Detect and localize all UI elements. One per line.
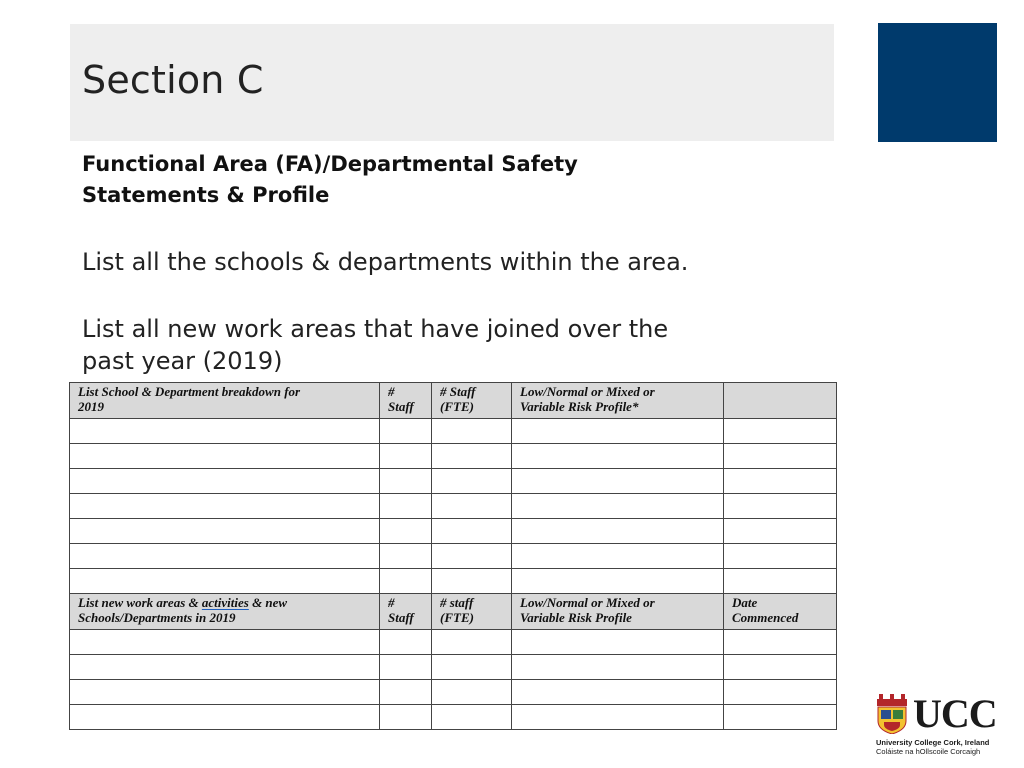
table-cell[interactable] xyxy=(432,419,512,444)
table-cell[interactable] xyxy=(432,469,512,494)
table-cell[interactable] xyxy=(512,705,724,730)
header-cell-date-commenced: Date Commenced xyxy=(724,594,837,630)
subheading-line-1: Functional Area (FA)/Departmental Safety xyxy=(82,152,578,176)
table-header-row xyxy=(70,383,837,419)
table-cell[interactable] xyxy=(70,444,380,469)
header-cell-school-breakdown: List School & Department breakdown for 2019 xyxy=(70,383,380,419)
table-cell[interactable] xyxy=(380,705,432,730)
table-cell[interactable] xyxy=(432,655,512,680)
table-row xyxy=(70,519,837,544)
header-cell-risk-profile-new: Low/Normal or Mixed or Variable Risk Profile xyxy=(512,594,724,630)
table-cell[interactable] xyxy=(380,469,432,494)
table-cell[interactable] xyxy=(380,544,432,569)
table-cell[interactable] xyxy=(432,519,512,544)
ucc-crest-icon xyxy=(876,694,908,734)
table-cell[interactable] xyxy=(70,469,380,494)
table-cell[interactable] xyxy=(512,655,724,680)
table-row xyxy=(70,444,837,469)
profile-table xyxy=(69,382,837,730)
table-cell[interactable] xyxy=(432,569,512,594)
table-cell[interactable] xyxy=(724,444,837,469)
table-cell[interactable] xyxy=(70,680,380,705)
table-cell[interactable] xyxy=(432,444,512,469)
header-cell-staff-new: # Staff xyxy=(380,594,432,630)
table-cell[interactable] xyxy=(380,444,432,469)
table-row xyxy=(70,544,837,569)
table-cell[interactable] xyxy=(70,569,380,594)
table-cell[interactable] xyxy=(70,544,380,569)
table-cell[interactable] xyxy=(70,705,380,730)
table-cell[interactable] xyxy=(70,655,380,680)
table-cell[interactable] xyxy=(724,519,837,544)
table-cell[interactable] xyxy=(432,680,512,705)
table-cell[interactable] xyxy=(380,569,432,594)
table-cell[interactable] xyxy=(380,419,432,444)
table-cell[interactable] xyxy=(432,630,512,655)
table-cell[interactable] xyxy=(432,544,512,569)
table-cell[interactable] xyxy=(724,494,837,519)
table-cell[interactable] xyxy=(724,419,837,444)
table-row xyxy=(70,469,837,494)
table-row xyxy=(70,494,837,519)
header-cell-staff-fte: # Staff (FTE) xyxy=(432,383,512,419)
table-row xyxy=(70,419,837,444)
table-cell[interactable] xyxy=(724,680,837,705)
table-cell[interactable] xyxy=(724,655,837,680)
table-cell[interactable] xyxy=(432,705,512,730)
table-cell[interactable] xyxy=(432,494,512,519)
table-row xyxy=(70,655,837,680)
table-row xyxy=(70,569,837,594)
ucc-name-english: University College Cork, Ireland xyxy=(876,738,990,747)
header-cell-staff-fte-new: # staff (FTE) xyxy=(432,594,512,630)
header-cell-staff: # Staff xyxy=(380,383,432,419)
table-cell[interactable] xyxy=(380,494,432,519)
table-cell[interactable] xyxy=(512,494,724,519)
instruction-schools: List all the schools & departments within the area. xyxy=(82,248,689,276)
table-cell[interactable] xyxy=(512,569,724,594)
instruction-new-areas-line-1: List all new work areas that have joined over the xyxy=(82,315,669,343)
table-cell[interactable] xyxy=(724,705,837,730)
table-cell[interactable] xyxy=(380,519,432,544)
table-cell[interactable] xyxy=(724,630,837,655)
table-header-row-new-areas xyxy=(70,594,837,630)
instruction-new-areas xyxy=(82,313,822,377)
table-cell[interactable] xyxy=(724,569,837,594)
header-cell-risk-profile: Low/Normal or Mixed or Variable Risk Profile* xyxy=(512,383,724,419)
table-cell[interactable] xyxy=(512,680,724,705)
section-subheading xyxy=(82,149,782,211)
table-row xyxy=(70,630,837,655)
table-cell[interactable] xyxy=(724,544,837,569)
table-cell[interactable] xyxy=(380,680,432,705)
table-cell[interactable] xyxy=(70,494,380,519)
table-cell[interactable] xyxy=(512,630,724,655)
table-cell[interactable] xyxy=(512,444,724,469)
table-cell[interactable] xyxy=(512,544,724,569)
table-row xyxy=(70,705,837,730)
ucc-name-irish: Coláiste na hOllscoile Corcaigh xyxy=(876,747,981,756)
table-cell[interactable] xyxy=(512,469,724,494)
table-cell[interactable] xyxy=(380,655,432,680)
ucc-logo xyxy=(876,691,1006,756)
table-row xyxy=(70,680,837,705)
header-cell-new-work-areas: List new work areas & activities & new Schools/Departments in 2019 xyxy=(70,594,380,630)
header-cell-blank xyxy=(724,383,837,419)
table-cell[interactable] xyxy=(70,419,380,444)
table-cell[interactable] xyxy=(512,519,724,544)
ucc-wordmark: UCC xyxy=(913,691,997,736)
brand-color-block xyxy=(878,23,997,142)
table-cell[interactable] xyxy=(724,469,837,494)
table-cell[interactable] xyxy=(380,630,432,655)
subheading-line-2: Statements & Profile xyxy=(82,183,330,207)
instruction-new-areas-line-2: past year (2019) xyxy=(82,347,283,375)
table-cell[interactable] xyxy=(512,419,724,444)
table-cell[interactable] xyxy=(70,519,380,544)
table-cell[interactable] xyxy=(70,630,380,655)
page-title: Section C xyxy=(82,58,264,102)
